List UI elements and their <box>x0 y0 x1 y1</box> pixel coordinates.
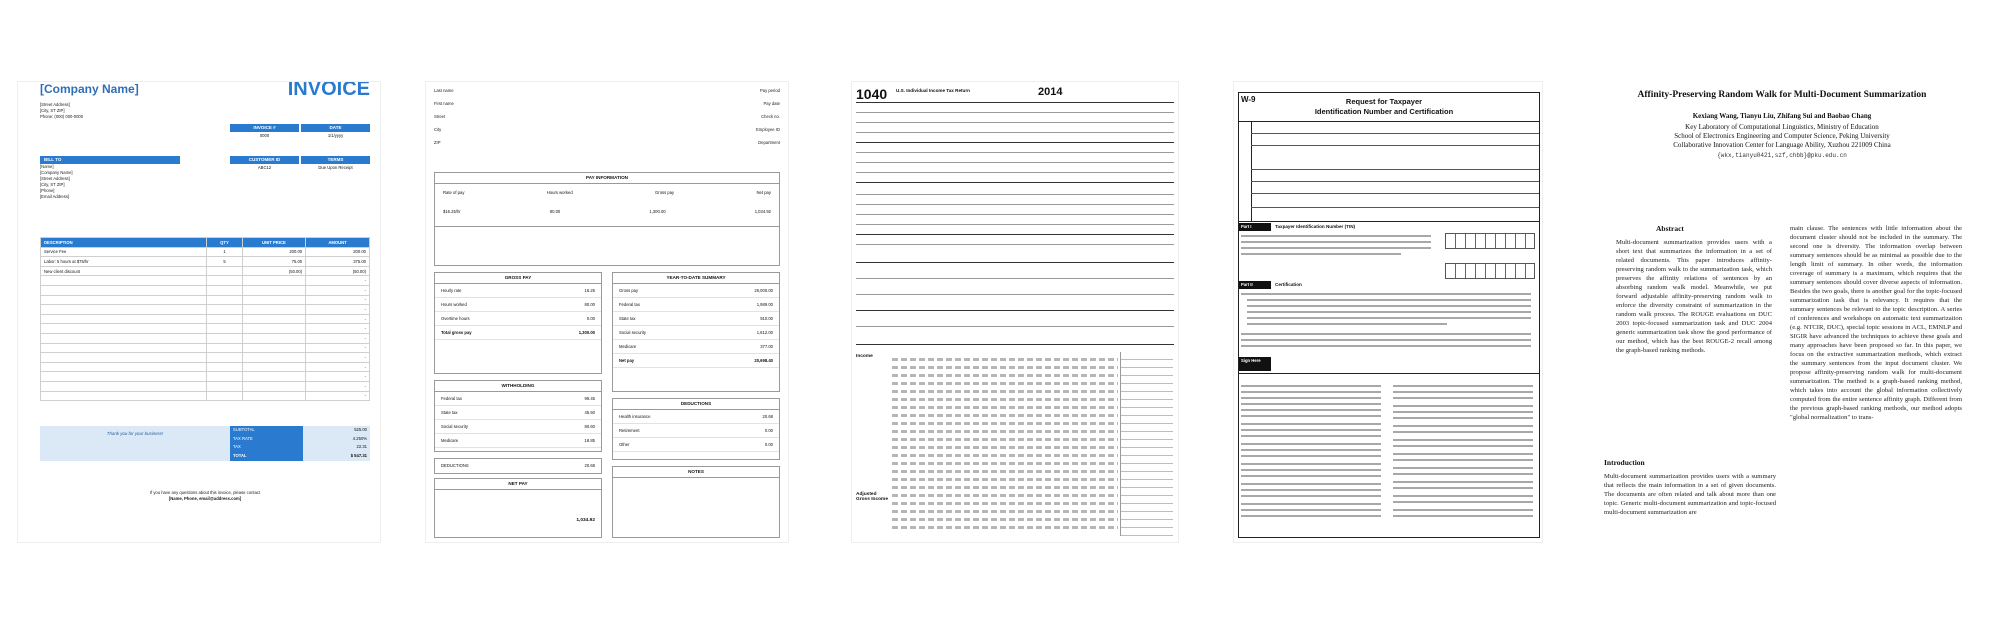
paper-title: Affinity-Preserving Random Walk for Multi-Document Summarization <box>1637 90 1927 100</box>
invoice-title: INVOICE <box>287 82 370 100</box>
form-w9-thumbnail[interactable] <box>1234 82 1542 542</box>
form-1040-income-label: Income <box>856 354 873 359</box>
paper-affiliation-1: Key Laboratory of Computational Linguistics, Ministry of Education <box>1685 123 1879 131</box>
stub-gross-pay: GROSS PAY Hourly rate 16.25 Hours worked 80.00 Overtime hours 0.00 Total gross pay 1,300.00 <box>434 272 602 374</box>
stub-notes: NOTES <box>612 466 780 538</box>
paper-right-column: main clause. The sentences with little information about the document cluster should not be included in the summary. The second one is diversity. The information overlap between summary sentences should be as minimal as possible due to the length limit of summary. In other words, the information coverage of summary is a maximum, which requires that the summary sentences should cover diverse aspects of information. Besides the two goals, there is another goal for the topic-focused summarization task that is relevancy. It requires that the summary sentences be relevant to the topic description. A series of conferences and workshops on automatic text summarization (e.g. NTCIR, DUC), special topic sessions in ACL, EMNLP and SIGIR have advanced the techniques to achieve these goals and many approaches have been proposed so far. In this paper, we focus on the extractive summarization methods, which extract the summary sentences from the input document cluster. We propose affinity-preserving random walk for multi-document summarization. The method is a graph-based ranking method, which takes into account the global information collectively computed from the entire sentence affinity graph. Different from the previous graph-based ranking methods, our method adopts "global normalization" to trans- <box>1790 225 1962 421</box>
form-1040-agi-label: Adjusted Gross Income <box>856 492 888 502</box>
stub-header-left: Last name First name Street City ZIP <box>434 88 454 145</box>
paper-intro-text: Multi-document summarization provides users with a summary that reflects the main information in a set of given documents. The documents are often related and talk about more than one topic. Generic multi-document summarization and topic-focused multi-document summarization are <box>1604 473 1776 516</box>
paper-affiliation-3: Collaborative Innovation Center for Language Ability, Xuzhou 221009 China <box>1673 141 1891 149</box>
invoice-meta: INVOICE # DATE 0000 1/1/yyyy <box>230 124 370 140</box>
paper-authors: Kexiang Wang, Tianyu Liu, Zhifang Sui and Baobao Chang <box>1692 112 1872 120</box>
invoice-company-name: [Company Name] <box>40 82 139 96</box>
invoice-thumbnail[interactable]: [Company Name] INVOICE [Street Address] [City, ST ZIP] Phone: (000) 000-0000 INVOICE # DATE 0000 1/1/yyyy BILL TO [Name] [Company Name] [Street Address] [City, ST ZIP] [Phone] [Email Address] CUSTOMER ID TERMS ABC12 Due Upon Receipt DESCRIPTION QTY UNIT PRICE AMOUNT Service Fee 1 200.00 200.00 Labor: 5 hours at $75/hr 5 75.00 375.00 New client discount (50.00) (50.00) - - - - - - - - - - - - - Thank you for your business! SUBTOTAL 525.00 TAX RATE 4.250% TAX 22.31 TOTAL $ 547.31 If you have any questions about this invoice, please contact [Name, Phone, email@address.com] <box>18 82 380 542</box>
table-row: Service Fee 1 200.00 200.00 <box>41 247 370 257</box>
stub-header-right: Pay period Pay date Check no. Employee ID Department <box>756 88 780 145</box>
form-1040-thumbnail[interactable] <box>852 82 1178 542</box>
paper-emails: {wkx,tianyu0421,szf,chbb}@pku.edu.cn <box>1717 152 1847 159</box>
table-row: Labor: 5 hours at $75/hr 5 75.00 375.00 <box>41 257 370 267</box>
w9-form-number: W-9 <box>1241 95 1256 104</box>
w9-frame: W-9 Request for Taxpayer Identification Number and Certification Part I Taxpayer Identification Number (TIN) Part II Certification Sign Here <box>1238 92 1540 538</box>
stub-deductions-detail: DEDUCTIONS Health insurance 20.68 Retirement 0.00 Other 0.00 <box>612 398 780 460</box>
stub-deductions: DEDUCTIONS 20.68 <box>434 458 602 474</box>
form-1040-number: 1040 <box>856 86 888 102</box>
stub-ytd: YEAR-TO-DATE SUMMARY Gross pay 26,000.00 Federal tax 1,989.00 State tax 910.00 Social security 1,612.00 Medicare 377.00 Net pay 20,698.40 <box>612 272 780 392</box>
invoice-footer: If you have any questions about this invoice, please contact [Name, Phone, email@address.com] <box>149 490 261 501</box>
invoice-customer: CUSTOMER ID TERMS ABC12 Due Upon Receipt <box>230 156 370 172</box>
invoice-line-items: DESCRIPTION QTY UNIT PRICE AMOUNT Service Fee 1 200.00 200.00 Labor: 5 hours at $75/hr 5 75.00 375.00 New client discount (50.00) (50.00) - - - - - - - - - - - - - <box>40 237 370 401</box>
paper-thumbnail[interactable] <box>1596 82 1968 542</box>
paper-affiliation-2: School of Electronics Engineering and Computer Science, Peking University <box>1674 132 1890 140</box>
invoice-bill-to: BILL TO [Name] [Company Name] [Street Address] [City, ST ZIP] [Phone] [Email Address] <box>40 156 180 200</box>
paper-abstract-text: Multi-document summarization provides users with a short text that summarizes the information in a set of related documents. This paper introduces affinity-preserving random walk to the summarization task, which preserves the affinity relations of sentences by an absorbing random walk model. Meanwhile, we put forward adjustable affinity-preserving random walk to enforce the diversity constraint of summarization in the random walk process. The ROUGE evaluations on DUC 2003 topic-focused summarization task and DUC 2004 generic summarization task show the good performance of our method, which has the best ROUGE-2 recall among the graph-based ranking methods. <box>1616 239 1772 354</box>
stub-withholding: WITHHOLDING Federal tax 99.45 State tax 45.50 Social security 80.60 Medicare 18.85 <box>434 380 602 452</box>
paystub-thumbnail[interactable] <box>426 82 788 542</box>
form-1040-year: 2014 <box>1038 86 1063 98</box>
paper-intro-heading: Introduction <box>1604 458 1645 467</box>
table-row: New client discount (50.00) (50.00) <box>41 266 370 276</box>
stub-net-pay: NET PAY 1,034.92 <box>434 478 602 538</box>
stub-pay-info: PAY INFORMATION Rate of pay Hours worked Gross pay Net pay $16.25/hr 80.00 1,300.00 1,034.92 <box>434 172 780 266</box>
form-1040-label: U.S. Individual Income Tax Return <box>896 88 970 93</box>
paper-abstract-heading: Abstract <box>1656 224 1684 233</box>
invoice-address: [Street Address] [City, ST ZIP] Phone: (000) 000-0000 <box>40 102 84 119</box>
w9-title: Request for Taxpayer Identification Number and Certification <box>1314 97 1454 116</box>
